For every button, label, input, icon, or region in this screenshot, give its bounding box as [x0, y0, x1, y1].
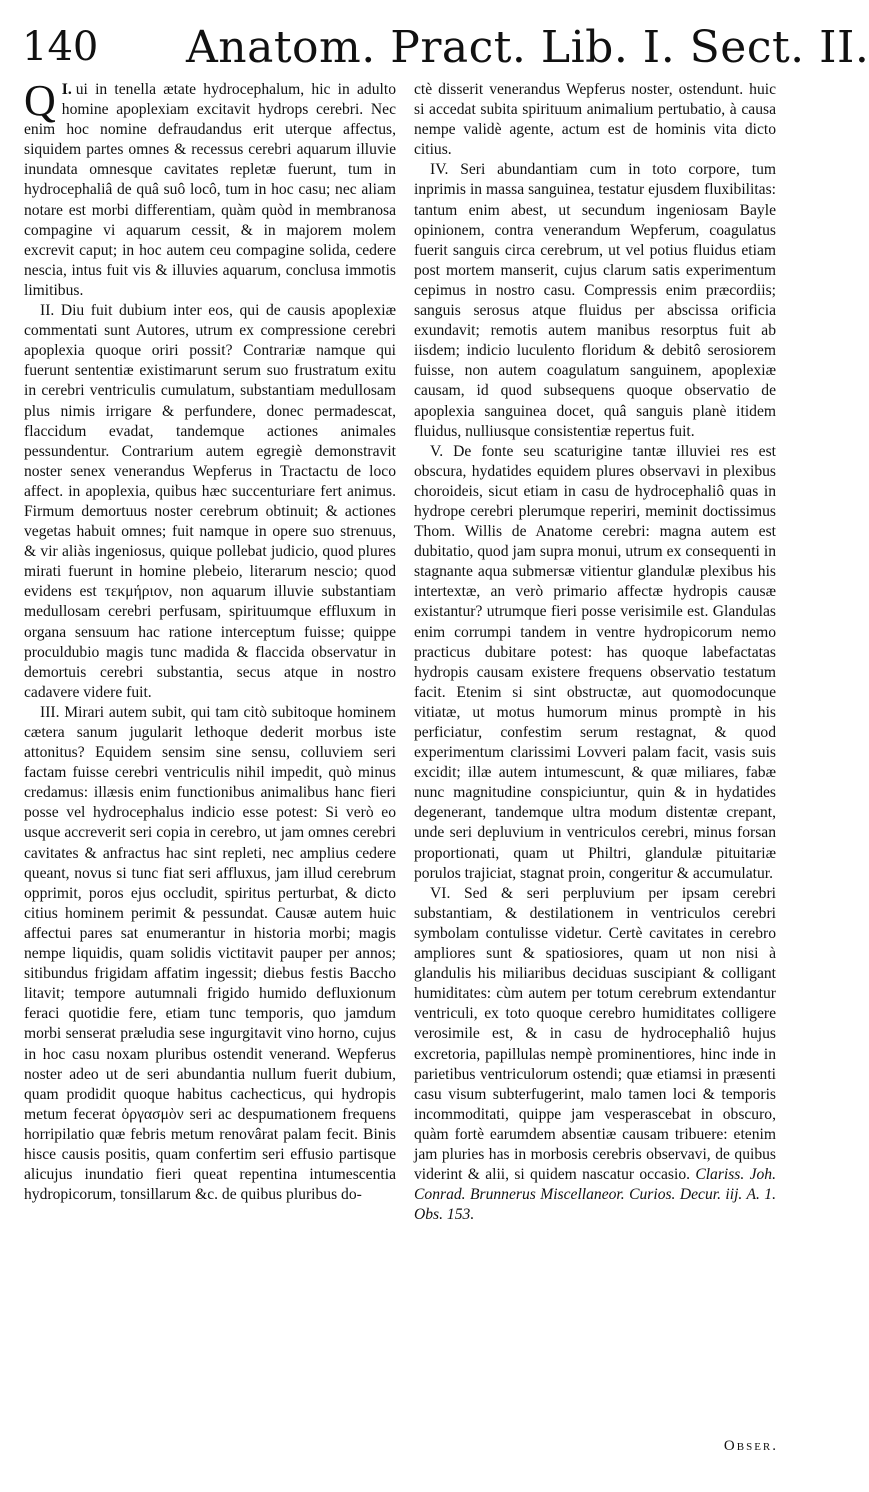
citation: Clariss. Joh. Conrad. Brunnerus Miscellaneor. Curios. Decur. iij. A. 1. Obs. 153. [414, 1166, 776, 1224]
paragraph-1 [24, 76, 396, 301]
paragraph-5: V. De fonte seu scaturigine tantæ illuviei res est obscura, hydatides equidem plures observavi in plexibus choroideis, sicut etiam in casu de hydrocephaliô quas in hydrope cerebri plerumque reperiri, meminit doctissimus Thom. Willis de Anatome cerebri: magna autem est dubitatio, quod jam supra monui, utrum ex consequenti in stagnante aqua submersæ vitientur glandulæ plexibus his intertextæ, an verò primario affectæ hydropis causæ existantur? utrumque fieri posse verisimile est. Glandulas enim corrumpi tandem in ventre hydropicorum nemo practicus dubitare potest: has quoque labefactatas hydropis causam existere frequens observatio testatum facit. Etenim si sint obstructæ, aut quomodocunque vitiatæ, ut motus humorum minus promptè in his perficiatur, confestim serum restagnat, & quod experimentum clarissimi Lovveri palam facit, vasis suis excidit; illæ autem intumescunt, & quæ miliares, fabæ nunc magnitudine conspiciuntur, quin & in hydatides degenerant, tandemque ultra modum distentæ crepant, unde seri depluvium in ventriculos cerebri, minus forsan proportionati, quam ut Philtri, glandulæ pituitariæ porulos trajiciat, stagnat proin, congeritur & accumulatur. [414, 442, 776, 882]
paragraph-3: III. Mirari autem subit, qui tam citò subitoque hominem cætera sanum jugularit lethoque dederit morbus iste attonitus? Equidem sensim sine sensu, colluviem seri factam fuisse cerebri ventriculis nihil impedit, quò minus credamus: illæsis enim functionibus animalibus hanc fieri posse vel hydrocephalus indicio esse potest: Si verò eo usque accreverit seri copia in cerebro, ut jam omnes cerebri cavitates & anfractus hac sint repleti, nec amplius cedere queant, novus si tunc fiat seri affluxus, jam illud cerebrum opprimit, poros ejus occludit, spiritus perturbat, & dicto citius hominem perimit & pessundat. Causæ autem huic affectui pares sat enumerantur in historia morbi; magis nempe liquidis, quam solidis victitavit pauper per annos; sitibundus frigidam affatim ingessit; diebus festis Baccho litavit; tempore autumnali frigido humido defluxionum feraci quotidie fere, etiam tunc temporis, quo jamdum morbi senserat præludia sese ingurgitavit vino horno, cujus in hoc casu noxam pluribus ostendit venerand. Wepferus noster adeo ut de seri abundantia nullum fuerit dubium, quam prodidit quoque habitus cachecticus, qui hydropis metum fecerat ὀργασμὸν seri ac despumationem frequens horripilatio quæ febris metum renovârat palam fecit. Binis hisce causis positis, quam confertim seri effusio partisque alicujus inundatio fieri queat repentina intumescentia hydropicorum, tonsillarum &c. de quibus pluribus do- [24, 703, 396, 1204]
left-column [24, 76, 396, 1400]
drop-cap: Q [24, 76, 56, 125]
paragraph-6 [414, 884, 776, 1226]
paragraph-2: II. Diu fuit dubium inter eos, qui de causis apoplexiæ commentati sunt Autores, utrum ex compressione cerebri apoplexia quoque oriri possit? Contrariæ namque qui fuerunt sententiæ existimarunt serum suo frustratum exitu in cerebri ventriculis cumulatum, substantiam medullosam plus nimis irrigare & perfundere, donec permadescat, flaccidum evadat, tandemque actiones animales pessundentur. Contrarium autem egregiè demonstravit noster senex venerandus Wepferus in Tractactu de loco affect. in apoplexia, quibus hæc succenturiare fert animus. Firmum demortuus noster cerebrum obtinuit; & actiones vegetas habuit omnes; fuit namque in opere suo strenuus, & vir aliàs ingeniosus, quique pollebat judicio, quod plures mirati fuerunt in homine plebeio, literarum nescio; quod evidens est τεκμήριον, non aquarum illuvie substantiam medullosam cerebri perfusam, spirituumque effluxum in organa sensuum hac ratione interceptum fuisse; quippe proculdubio magis tunc madida & flaccida observatur in demortuis cerebri substantia, secus atque in nostro cadavere videre fuit. [24, 302, 396, 701]
paragraph-4: IV. Seri abundantiam cum in toto corpore, tum inprimis in massa sanguinea, testatur ejusdem fluxibilitas: tantum enim abest, ut secundum ingeniosam Bayle opinionem, contra venerandum Wepferum, coagulatus fuerit sanguis circa cerebrum, ut vel potius fluidus etiam post mortem manserit, cujus clarum satis experimentum cepimus in nostro casu. Compressis enim præcordiis; sanguis serosus atque fluidus per abscissa orificia exundavit; remotis autem manibus resorptus fuit ab iisdem; indicio luculento floridum & debitô serosiorem fuisse, non autem coagulatum sanguinem, apoplexiæ causam, id quod subsequens quoque observatio de apoplexia sanguinea docet, quâ sanguis planè itidem fluidus, nulliusque consistentiæ repertus fuit. [414, 161, 776, 440]
page-header [18, 18, 869, 78]
section-marker: I. [61, 81, 72, 98]
paragraph-1-text: ui in tenella ætate hydrocephalum, hic in adulto homine apoplexiam excitavit hydrops cerebri. Nec enim hoc nomine defraudandus erit uterque affectus, siquidem partes omnes & recessus cerebri aquarum illuvie inundata omnesque cavitates repletæ fuerunt, tum in hydrocephaliâ de quâ suô locô, tum in hoc casu; nec aliam notare est morbi differentiam, quàm quòd in membranosa compagine vi aquarum cessit, & in majorem molem excrevit caput; in hoc autem ceu compagine solida, cedere nescia, intus fuit vis & illuvies aquarum, conclusa immotis limitibus. [24, 81, 396, 299]
paragraph-3-continued: ctè disserit venerandus Wepferus noster, ostendunt. huic si accedat subita spirituum animalium pertubatio, à causa nempe validè agente, actum est de hominis vita dicto citius. [414, 81, 776, 159]
running-title: Anatom. Pract. Lib. I. Sect. II. [186, 22, 869, 73]
page-number: 140 [22, 24, 99, 70]
catchword: Obser. [723, 1438, 778, 1454]
right-column [414, 80, 776, 1400]
paragraph-6-text: VI. Sed & seri perpluvium per ipsam cerebri substantiam, & destilationem in ventriculos cerebri symbolam contulisse videtur. Certè cavitates in cerebro ampliores sunt & spatiosiores, quam ut non nisi à glandulis his miliaribus deciduas suscipiant & colligant humiditates: cùm autem per totum cerebrum extendantur ventriculi, ex toto quoque cerebro humiditates colligere verosimile est, & in casu de hydrocephaliô hujus excretoria, papillulas nempè prominentiores, hinc inde in parietibus ventriculorum ostendi; quæ etiamsi in præsenti casu visum subterfugerint, malo tamen loci & temporis incommoditati, quippe jam vesperascebat in obscuro, quàm fortè earumdem absentiæ causam tribuere: etenim jam pluries has in morbosis cerebris observavi, de quibus viderint & alii, si quidem nascatur occasio. [414, 884, 776, 1184]
